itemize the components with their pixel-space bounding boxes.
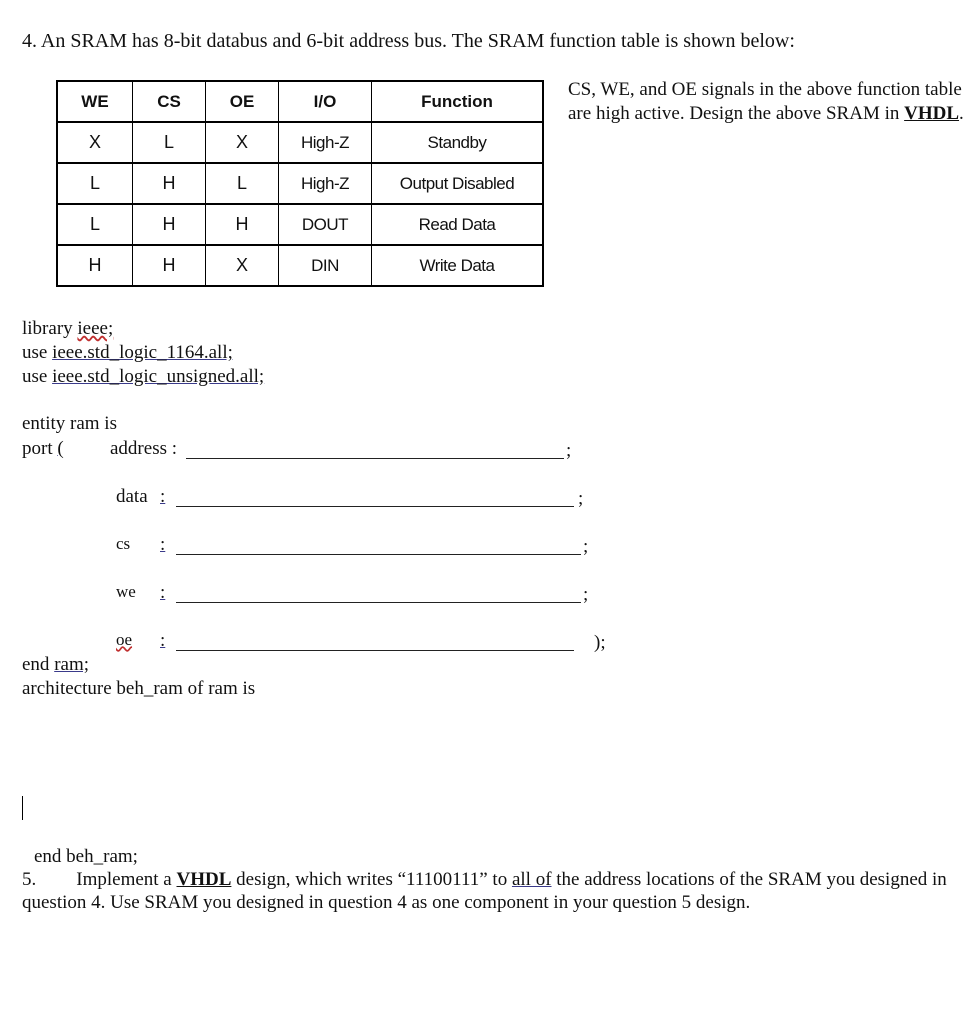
we-label: we xyxy=(116,582,136,601)
cell-cs: H xyxy=(133,204,206,245)
text-cursor xyxy=(22,796,23,820)
package-name: ieee.std_logic_unsigned.all; xyxy=(52,366,265,387)
we-semicolon: ; xyxy=(583,584,589,605)
cell-function: Write Data xyxy=(372,245,544,286)
cell-io: High-Z xyxy=(279,122,372,163)
package-name: ieee.std_logic_1164.all; xyxy=(52,342,233,363)
entity-line: entity ram is xyxy=(22,413,117,434)
vhdl-emphasis: VHDL xyxy=(176,869,232,890)
cell-function: Read Data xyxy=(372,204,544,245)
cell-oe: L xyxy=(206,163,279,204)
oe-colon: : xyxy=(160,630,166,651)
address-type-blank[interactable] xyxy=(186,458,564,459)
data-label: data xyxy=(116,486,148,507)
port-paren: ( xyxy=(57,438,64,459)
cell-we: L xyxy=(57,204,133,245)
table-row xyxy=(57,163,543,204)
cell-io: DOUT xyxy=(279,204,372,245)
cell-function: Output Disabled xyxy=(372,163,544,204)
cs-semicolon: ; xyxy=(583,536,589,557)
question-5-text xyxy=(22,868,952,914)
question-5-number: 5. xyxy=(22,869,37,890)
use-line-2 xyxy=(22,366,264,388)
cs-label: cs xyxy=(116,534,131,553)
cell-we: H xyxy=(57,245,133,286)
we-colon: : xyxy=(160,582,166,603)
address-label: address : xyxy=(110,438,178,459)
address-semicolon: ; xyxy=(566,440,572,461)
end-keyword: end xyxy=(22,654,55,675)
question-4-heading: 4. An SRAM has 8-bit databus and 6-bit address bus. The SRAM function table is shown below: xyxy=(22,30,795,52)
header-function: Function xyxy=(372,81,544,122)
table-header-row xyxy=(57,81,543,122)
library-line xyxy=(22,318,113,340)
table-row xyxy=(57,245,543,286)
oe-close-paren: ); xyxy=(594,632,606,653)
header-oe: OE xyxy=(206,81,279,122)
cell-cs: H xyxy=(133,163,206,204)
data-type-blank[interactable] xyxy=(176,506,574,507)
question-5-intro: Implement a xyxy=(76,869,177,890)
library-keyword: library xyxy=(22,318,78,339)
instructions-text: CS, WE, and OE signals in the above function table are high active. Design the above SRAM in xyxy=(568,79,962,124)
cell-cs: H xyxy=(133,245,206,286)
we-type-blank[interactable] xyxy=(176,602,581,603)
all-of-phrase: all of xyxy=(511,869,552,890)
cell-oe: X xyxy=(206,122,279,163)
table-row xyxy=(57,122,543,163)
design-instructions xyxy=(568,78,968,126)
port-keyword xyxy=(22,438,64,460)
cell-oe: H xyxy=(206,204,279,245)
port-word: port xyxy=(22,438,58,459)
use-keyword: use xyxy=(22,366,53,387)
data-colon: : xyxy=(160,486,166,507)
entity-name-ref: ram; xyxy=(54,654,90,675)
cell-io: High-Z xyxy=(279,163,372,204)
library-name: ieee; xyxy=(77,318,114,339)
cs-type-blank[interactable] xyxy=(176,554,581,555)
data-semicolon: ; xyxy=(578,488,584,509)
use-line-1 xyxy=(22,342,233,364)
question-5-mid: design, which writes “11100111” to xyxy=(231,869,512,890)
end-architecture-line: end beh_ram; xyxy=(34,846,138,867)
instructions-period: . xyxy=(959,103,964,124)
header-io: I/O xyxy=(279,81,372,122)
header-cs: CS xyxy=(133,81,206,122)
oe-type-blank[interactable] xyxy=(176,650,574,651)
oe-label: oe xyxy=(116,630,133,649)
cell-we: X xyxy=(57,122,133,163)
cell-io: DIN xyxy=(279,245,372,286)
cs-colon: : xyxy=(160,534,166,555)
use-keyword: use xyxy=(22,342,53,363)
vhdl-emphasis: VHDL xyxy=(904,103,960,124)
header-we: WE xyxy=(57,81,133,122)
sram-function-table xyxy=(56,80,544,287)
cell-cs: L xyxy=(133,122,206,163)
table-row xyxy=(57,204,543,245)
cell-oe: X xyxy=(206,245,279,286)
question-5-rest: the address locations of the SRAM you designed in question 4. Use SRAM you designed in question 4 as one component in your question 5 design. xyxy=(22,869,947,913)
cell-we: L xyxy=(57,163,133,204)
architecture-line: architecture beh_ram of ram is xyxy=(22,678,256,699)
cell-function: Standby xyxy=(372,122,544,163)
end-ram-line xyxy=(22,654,89,676)
